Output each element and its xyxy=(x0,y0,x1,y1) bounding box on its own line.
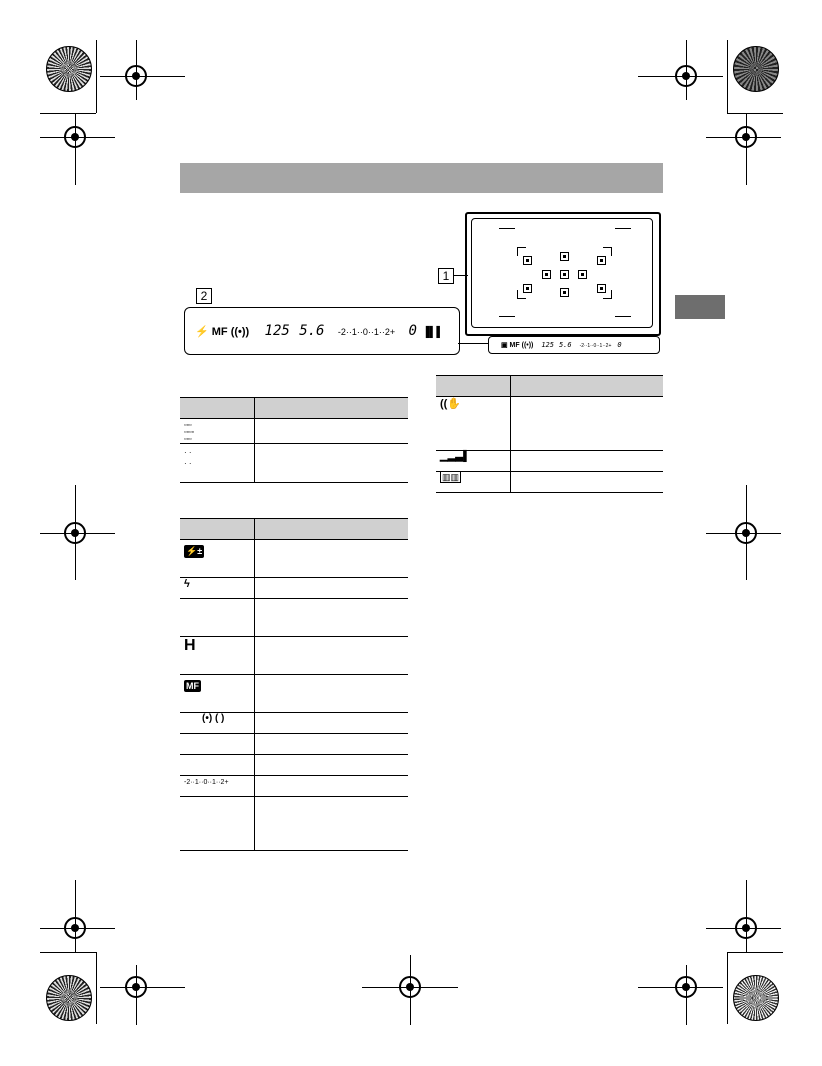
af-point xyxy=(597,284,606,293)
chapter-tab xyxy=(675,295,725,319)
table-row xyxy=(180,797,408,851)
af-point xyxy=(578,270,587,279)
table-af-points xyxy=(180,397,408,483)
table-right-indicators xyxy=(436,375,663,493)
viewfinder-diagram xyxy=(465,212,659,334)
flash-compensation-icon: ⚡± xyxy=(186,546,203,556)
high-speed-sync-icon: H xyxy=(184,637,196,654)
table-row xyxy=(436,397,663,451)
table-cell xyxy=(436,472,511,493)
af-point xyxy=(542,270,551,279)
lcd-large-scale: -2··1··0··1··2+ xyxy=(337,327,396,337)
table-header xyxy=(255,519,409,540)
table-cell xyxy=(255,797,409,851)
af-point xyxy=(597,256,606,265)
section-header-bar xyxy=(180,163,663,193)
af-pattern-icon: ▫▫▫ ▫▫▫▫ ▫▫▫ xyxy=(180,419,255,444)
table-row xyxy=(436,472,663,493)
table-cell xyxy=(255,713,409,734)
table-cell xyxy=(180,713,255,734)
table-row xyxy=(180,444,408,483)
table-row xyxy=(180,578,408,599)
panorama-icon: ▥▥ xyxy=(442,472,460,482)
lcd-small-icons: ▣ MF ((•)) xyxy=(501,342,534,349)
color-wheel-top-left xyxy=(46,46,92,92)
table-header xyxy=(180,398,255,419)
callout-label-1: 1 xyxy=(438,268,454,284)
lcd-small-aperture: 5.6 xyxy=(558,341,572,349)
table-cell xyxy=(180,734,255,755)
lcd-small-scale: -2··1··0··1··2+ xyxy=(579,343,612,349)
table-cell xyxy=(180,675,255,713)
lcd-small-shutter: 125 xyxy=(541,341,554,349)
lcd-small-count: 0 xyxy=(617,341,622,349)
color-wheel-bottom-right xyxy=(733,975,779,1021)
lcd-large-shutter: 125 xyxy=(264,323,290,339)
table-cell xyxy=(255,776,409,797)
table-cell xyxy=(436,451,511,472)
af-point xyxy=(560,252,569,261)
table-cell xyxy=(511,451,664,472)
table-row xyxy=(180,599,408,637)
table-row xyxy=(180,713,408,734)
table-header xyxy=(180,519,255,540)
table-cell xyxy=(255,637,409,675)
table-cell xyxy=(180,578,255,599)
table-cell xyxy=(436,397,511,451)
table-cell xyxy=(255,599,409,637)
table-row xyxy=(180,734,408,755)
table-header xyxy=(436,376,511,397)
table-row xyxy=(180,776,408,797)
table-header xyxy=(511,376,664,397)
table-cell xyxy=(255,540,409,578)
table-cell xyxy=(255,419,409,444)
table-row xyxy=(180,675,408,713)
table-cell xyxy=(255,444,409,483)
color-wheel-top-right xyxy=(733,46,779,92)
table-cell xyxy=(255,578,409,599)
table-cell xyxy=(180,755,255,776)
table-cell xyxy=(180,599,255,637)
lcd-large-icons: ⚡ MF ((•)) xyxy=(195,326,250,338)
table-cell xyxy=(180,637,255,675)
table-row xyxy=(180,755,408,776)
table-header xyxy=(255,398,409,419)
table-cell xyxy=(255,734,409,755)
af-corner-icon: · · · · xyxy=(180,444,255,483)
lcd-large-count: 0 xyxy=(408,323,417,339)
af-point xyxy=(560,270,569,279)
table-cell xyxy=(255,755,409,776)
lcd-strip-small xyxy=(488,336,660,354)
table-cell xyxy=(180,776,255,797)
focus-indicator-icon: (•) ( ) xyxy=(202,713,225,724)
table-row xyxy=(180,419,408,444)
af-point xyxy=(523,256,532,265)
lcd-large-aperture: 5.6 xyxy=(299,323,325,339)
table-cell xyxy=(180,797,255,851)
table-cell xyxy=(511,472,664,493)
af-point xyxy=(560,288,569,297)
shake-scale-icon: ▁▂▃▌ xyxy=(440,451,471,462)
table-cell xyxy=(511,397,664,451)
lcd-strip-large: ⚡ MF ((•)) 125 5.6 -2··1··0··1··2+ 0 ▐▌▌ xyxy=(184,307,460,355)
table-row xyxy=(436,451,663,472)
camera-shake-icon: ((✋ xyxy=(440,398,462,410)
callout-label-2: 2 xyxy=(196,288,212,304)
table-row xyxy=(180,637,408,675)
table-cell xyxy=(255,675,409,713)
manual-focus-icon: MF xyxy=(186,681,199,691)
color-wheel-bottom-left xyxy=(46,975,92,1021)
exposure-scale-icon: -2··1··0··1··2+ xyxy=(184,779,229,786)
table-cell xyxy=(180,540,255,578)
table-lcd-indicators xyxy=(180,518,408,851)
flash-icon: ϟ xyxy=(184,578,190,590)
af-point xyxy=(523,284,532,293)
table-row xyxy=(180,540,408,578)
